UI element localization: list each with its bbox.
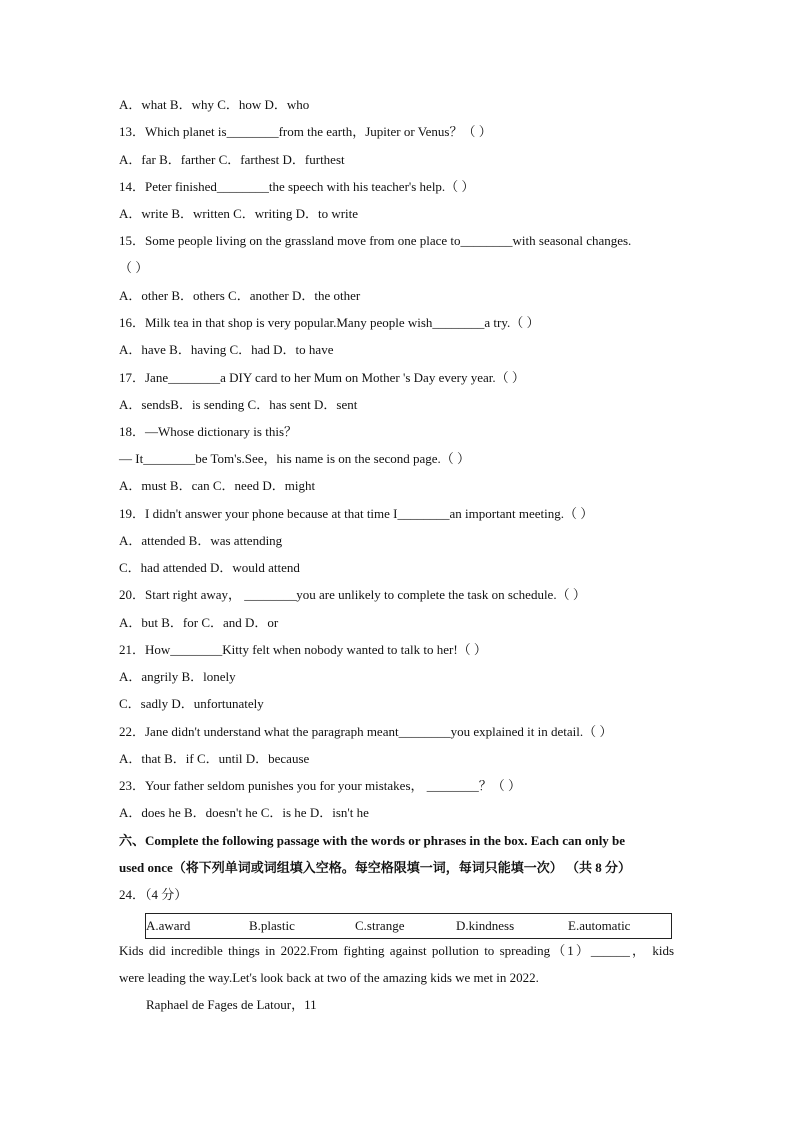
q18-dialogue: — It________be Tom's.See，his name is on the second page.（ ） bbox=[119, 451, 471, 466]
q13-options: A．far B．farther C．farthest D．furthest bbox=[119, 152, 345, 167]
q19-options-row2: C．had attended D．would attend bbox=[119, 560, 300, 575]
passage-subheading: Raphael de Fages de Latour，11 bbox=[146, 997, 317, 1012]
passage-line2: were leading the way.Let's look back at two of the amazing kids we met in 2022. bbox=[119, 970, 539, 985]
q17-question: 17．Jane________a DIY card to her Mum on Mother 's Day every year.（ ） bbox=[119, 370, 525, 385]
q15-options: A．other B．others C．another D．the other bbox=[119, 288, 361, 303]
q14-options: A．write B．written C．writing D．to write bbox=[119, 206, 359, 221]
word-option-d: D.kindness bbox=[456, 918, 515, 933]
q19-question: 19．I didn't answer your phone because at that time I________an important meeting.（ ） bbox=[119, 506, 594, 521]
q23-question: 23．Your father seldom punishes you for your mistakes， ________？（ ） bbox=[119, 778, 522, 793]
passage-line1: Kids did incredible things in 2022.From fighting against pollution to spreading（1）______， kids bbox=[119, 943, 674, 958]
word-option-c: C.strange bbox=[355, 918, 405, 933]
q21-options-row1: A．angrily B．lonely bbox=[119, 669, 236, 684]
q22-options: A．that B．if C．until D．because bbox=[119, 751, 310, 766]
q17-options: A．sendsB．is sending C．has sent D．sent bbox=[119, 397, 358, 412]
q18-options: A．must B．can C．need D．might bbox=[119, 478, 316, 493]
word-option-a: A.award bbox=[146, 918, 191, 933]
q20-question: 20．Start right away， ________you are unlikely to complete the task on schedule.（ ） bbox=[119, 587, 586, 602]
q15-answer-bracket: （ ） bbox=[119, 260, 149, 275]
q21-options-row2: C．sadly D．unfortunately bbox=[119, 696, 264, 711]
q13-question: 13．Which planet is________from the earth，Jupiter or Venus？（ ） bbox=[119, 124, 492, 139]
q14-question: 14．Peter finished________the speech with his teacher's help.（ ） bbox=[119, 179, 475, 194]
word-option-e: E.automatic bbox=[568, 918, 631, 933]
section-heading-line1: 六、Complete the following passage with the words or phrases in the box. Each can only be bbox=[119, 833, 626, 848]
q12-options: A．what B．why C．how D．who bbox=[119, 97, 310, 112]
word-box bbox=[145, 913, 672, 939]
q19-options-row1: A．attended B．was attending bbox=[119, 533, 283, 548]
section-heading-line2: used once（将下列单词或词组填入空格。每空格限填一词，每词只能填一次） （共 8 分） bbox=[119, 860, 632, 875]
q21-question: 21．How________Kitty felt when nobody wanted to talk to her!（ ） bbox=[119, 642, 487, 657]
q22-question: 22．Jane didn't understand what the paragraph meant________you explained it in detail.（ ） bbox=[119, 724, 613, 739]
q16-options: A．have B．having C．had D．to have bbox=[119, 342, 334, 357]
q20-options: A．but B．for C．and D．or bbox=[119, 615, 279, 630]
q23-options: A．does he B．doesn't he C．is he D．isn't he bbox=[119, 805, 369, 820]
q18-question: 18．—Whose dictionary is this？ bbox=[119, 424, 298, 439]
word-option-b: B.plastic bbox=[249, 918, 295, 933]
q15-question: 15．Some people living on the grassland move from one place to________with seasonal changes. bbox=[119, 233, 632, 248]
q24-number: 24．（4 分） bbox=[119, 887, 188, 902]
q16-question: 16．Milk tea in that shop is very popular.Many people wish________a try.（ ） bbox=[119, 315, 540, 330]
